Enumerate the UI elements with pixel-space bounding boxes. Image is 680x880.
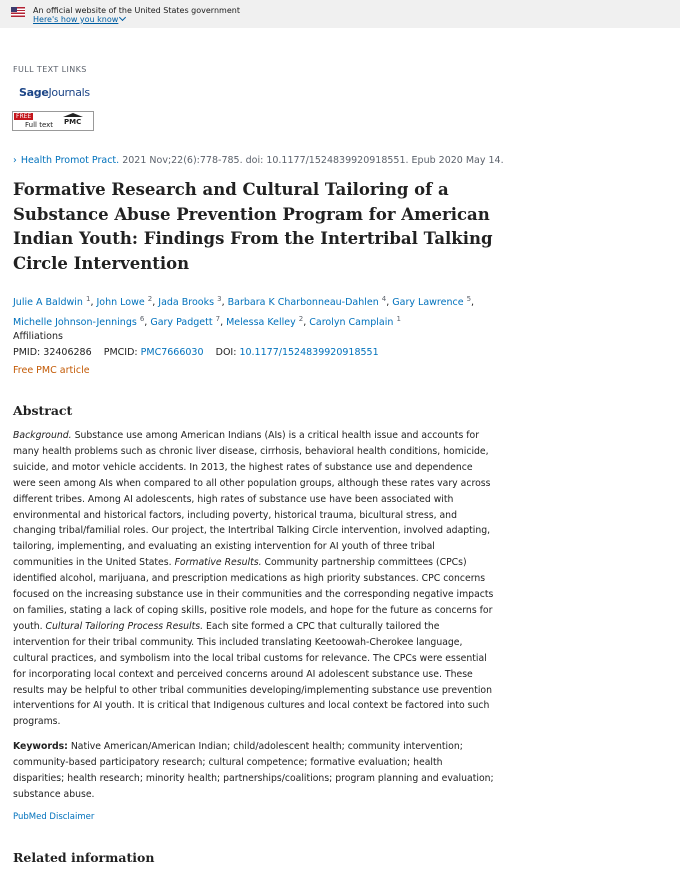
full-text-label: Full text (25, 121, 54, 129)
citation-details: 2021 Nov;22(6):778-785. doi: 10.1177/1524839920918551. Epub 2020 May 14. (122, 155, 504, 166)
pmid-label: PMID: (13, 347, 41, 358)
pmcid-label: PMCID: (103, 347, 138, 358)
author-link[interactable]: Carolyn Camplain (309, 317, 394, 329)
pmc-label: PMC (64, 118, 82, 126)
author-aff-ref[interactable]: 4 (381, 295, 387, 303)
keywords (13, 739, 495, 803)
free-label: FREE (16, 113, 32, 120)
full-text-links-title: FULL TEXT LINKS (13, 65, 87, 74)
author-link[interactable]: Melessa Kelley (226, 317, 296, 329)
gov-banner (0, 0, 680, 28)
author-aff-ref[interactable]: 7 (215, 315, 221, 324)
pmc-building-icon (61, 113, 85, 128)
doi-label: DOI: (215, 347, 237, 358)
related-information-heading: Related information (13, 850, 155, 865)
chevron-down-icon (119, 14, 126, 21)
journal-link[interactable]: Health Promot Pract. (20, 155, 120, 166)
article-identifiers (13, 347, 379, 358)
sage-logo-bold: Sage (19, 86, 49, 99)
author-aff-ref[interactable]: 3 (217, 295, 222, 303)
free-pmc-article-badge: Free PMC article (13, 365, 90, 376)
author-aff-ref[interactable]: 2 (298, 315, 304, 324)
keywords-label: Keywords: (13, 741, 68, 752)
affiliations-toggle[interactable]: Affiliations (13, 331, 63, 342)
author-link[interactable]: Julie A Baldwin (13, 297, 83, 309)
author-aff-ref[interactable]: 2 (147, 295, 153, 303)
author-aff-ref[interactable]: 5 (466, 295, 472, 303)
author-link[interactable]: Michelle Johnson-Jennings (13, 317, 137, 329)
author-aff-ref[interactable]: 6 (139, 315, 145, 324)
sage-journals-link[interactable] (19, 86, 90, 99)
abstract-cultural: Each site formed a CPC that culturally tailored the intervention for their tribal community. This included translating Keetoowah-Cherokee language, cultural practices, and symbolism into the local tribal customs for relevance. The CPCs were essential for incorporating local context and perceived concerns around AI adolescent substance use. These results may be helpful to other tribal communities developing/implementing substance use prevention interventions for AI youth. It is critical that Indigenous cultures and local context be factored into such programs. (13, 620, 492, 728)
author-link[interactable]: John Lowe (96, 297, 145, 309)
abstract-section-label: Cultural Tailoring Process Results. (45, 620, 204, 632)
author-link[interactable]: Barbara K Charbonneau-Dahlen (227, 297, 379, 309)
us-flag-icon (11, 7, 25, 17)
abstract-background: Substance use among American Indians (AIs) is a critical health issue and accounts for many health problems such as chronic liver disease, cirrhosis, behavioral health conditions, homicide, suicide, and motor vehicle accidents. In 2013, the highest rates of substance use and dependence were seen among AIs when compared to all other population groups, although these rates vary across different tribes. Among AI adolescents, high rates of substance use have been associated with environmental and historical factors, including poverty, historical trauma, bicultural stress, and changing tribal/familial roles. Our project, the Intertribal Talking Circle intervention, involved adapting, tailoring, implementing, and evaluating an existing intervention for AI youth of three tribal communities in the United States. (13, 430, 491, 569)
keywords-text: Native American/American Indian; child/adolescent health; community intervention; community-based participatory research; cultural competence; formative evaluation; health disparities; health research; minority health; partnerships/coalitions; program planning and evaluation; substance abuse. (13, 741, 494, 800)
article-title: Formative Research and Cultural Tailoring of a Substance Abuse Prevention Program for American Indian Youth: Findings From the Intertribal Talking Circle Intervention (13, 180, 493, 273)
sage-logo-rest: Journals (48, 86, 90, 99)
abstract-section-label: Formative Results. (174, 557, 262, 569)
citation (13, 155, 504, 166)
heres-how-you-know-link[interactable] (33, 15, 125, 24)
abstract-formative: Community partnership committees (CPCs) identified alcohol, marijuana, and prescription medications as high priority substances. CPC concerns focused on the increasing substance use in their communities and the corresponding negative impacts on families, stating a lack of coping skills, positive role models, and hope for the future as concerns for youth. (13, 557, 494, 632)
author-link[interactable]: Gary Padgett (150, 317, 213, 329)
author-link[interactable]: Gary Lawrence (392, 297, 464, 309)
author-aff-ref[interactable]: 1 (85, 295, 91, 303)
doi-link[interactable]: 10.1177/1524839920918551 (239, 347, 379, 358)
author-list: Julie A Baldwin $^1$, John Lowe $^2$, Jada Brooks $^3$, Barbara K Charbonneau-Dahlen $^4$, Gary Lawrence $^5$, Michelle Johnson-Jennings $^6$, Gary Padgett $^7$, Melessa Kelley $^2$, Carolyn Camplain $^1$ (13, 295, 475, 329)
author-link[interactable]: Jada Brooks (158, 297, 215, 309)
abstract-heading: Abstract (13, 403, 73, 418)
pmid-value: 32406286 (43, 347, 92, 358)
free-pmc-full-text-link[interactable] (12, 111, 94, 131)
gov-banner-text: An official website of the United States government (33, 6, 240, 15)
pmcid-link[interactable]: PMC7666030 (140, 347, 204, 358)
abstract-body (13, 428, 495, 730)
chevron-right-icon[interactable]: › (13, 155, 17, 166)
author-aff-ref[interactable]: 1 (396, 315, 401, 324)
abstract-section-label: Background. (13, 430, 72, 441)
pubmed-disclaimer-link[interactable]: PubMed Disclaimer (13, 812, 95, 822)
heres-how-you-know-label: Here's how you know (33, 15, 119, 24)
